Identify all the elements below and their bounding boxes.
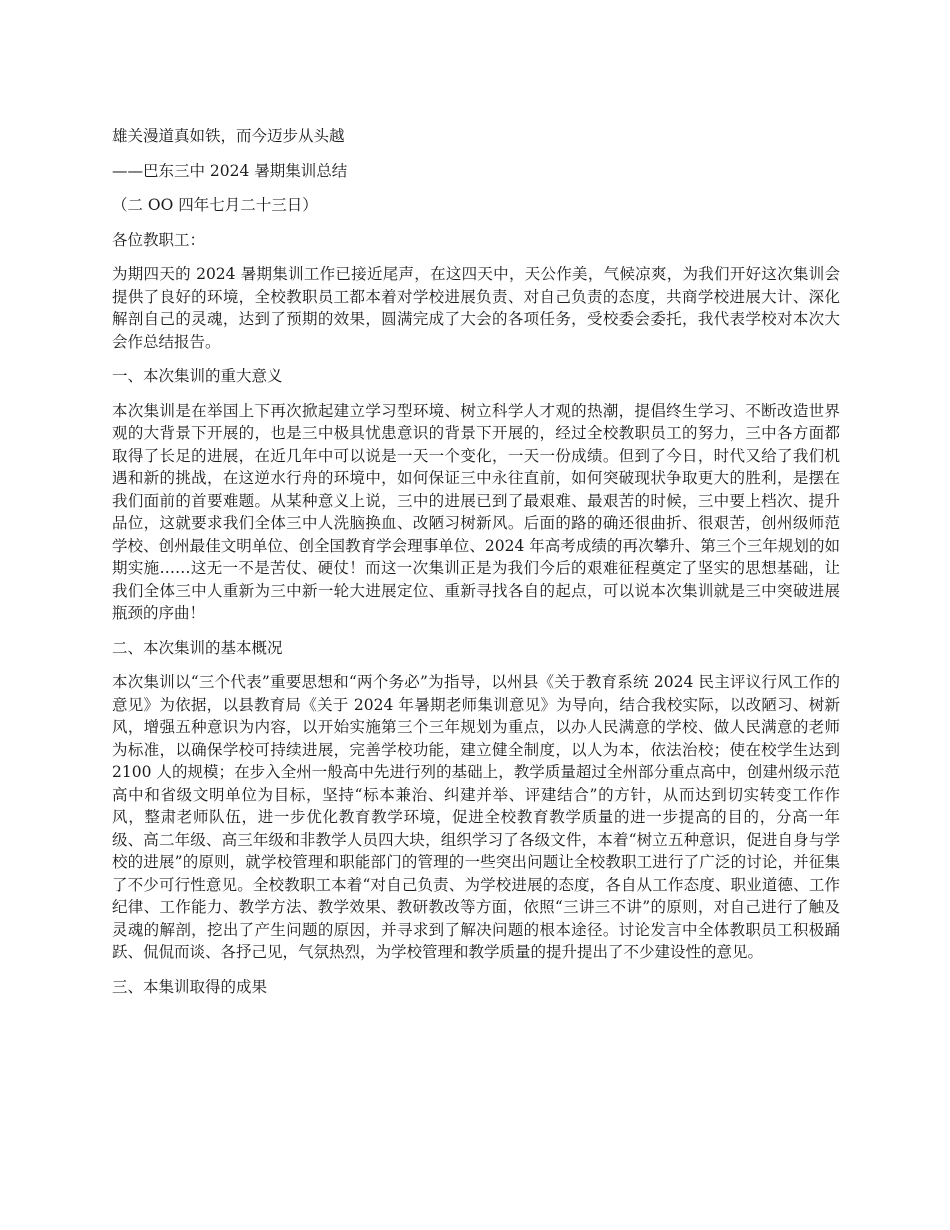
intro-paragraph: 为期四天的 2024 暑期集训工作已接近尾声，在这四天中，天公作美，气候凉爽，为我们开好这次集训会提供了良好的环境，全校教职员工都本着对学校进展负责、对自己负责的态度，共商学校进展大计、深化解剖自己的灵魂，达到了预期的效果，圆满完成了大会的各项任务，受校委会委托，我代表学校对本次大会作总结报告。 [112, 265, 840, 351]
section-heading-results: 三、本集训取得的成果 [112, 977, 268, 996]
document-subtitle: ——巴东三中 2024 暑期集训总结 [112, 161, 348, 180]
salutation: 各位教职工： [112, 230, 206, 249]
section-body-significance: 本次集训是在举国上下再次掀起建立学习型环境、树立科学人才观的热潮，提倡终生学习、不断改造世界观的大背景下开展的，也是三中极具忧患意识的背景下开展的，经过全校教职员工的努力，三中各方面都取得了长足的进展，在近几年中可以说是一天一个变化，一天一份成绩。但到了今日，时代又给了我们机遇和新的挑战，在这逆水行舟的环境中，如何保证三中永往直前，如何突破现状争取更大的胜利，是摆在我们面前的首要难题。从某种意义上说，三中的进展已到了最艰难、最艰苦的时候，三中要上档次、提升品位，这就要求我们全体三中人洗脑换血、改陋习树新风。后面的路的确还很曲折、很艰苦，创州级师范学校、创州最佳文明单位、创全国教育学会理事单位、2024 年高考成绩的再次攀升、第三个三年规划的如期实施……这无一不是苦仗、硬仗！而这一次集训正是为我们今后的艰难征程奠定了坚实的思想基础，让我们全体三中人重新为三中新一轮大进展定位、重新寻找各自的起点，可以说本次集训就是三中突破进展瓶颈的序曲！ [112, 401, 840, 622]
document-title: 雄关漫道真如铁，而今迈步从头越 [112, 127, 345, 145]
section-body-overview: 本次集训以“三个代表”重要思想和“两个务必”为指导，以州县《关于教育系统 2024 民主评议行风工作的意见》为依据，以县教育局《关于 2024 年暑期老师集训意见》为导向，结合我校实际，以改陋习、树新风，增强五种意识为内容，以开始实施第三个三年规划为重点，以办人民满意的学校、做人民满意的老师为标准，以确保学校可持续进展，完善学校功能，建立健全制度，以人为本，依法治校；使在校学生达到 2100 人的规模；在步入全州一般高中先进行列的基础上，教学质量超过全州部分重点高中，创建州级示范高中和省级文明单位为目标，坚持“标本兼治、纠建并举、评建结合”的方针，从而达到切实转变工作作风，整肃老师队伍，进一步优化教育教学环境，促进全校教育教学质量的进一步提高的目的，分高一年级、高二年级、高三年级和非教学人员四大块，组织学习了各级文件，本着“树立五种意识，促进自身与学校的进展”的原则，就学校管理和职能部门的管理的一些突出问题让全校教职工进行了广泛的讨论，并征集了不少可行性意见。全校教职工本着“对自己负责、为学校进展的态度，各自从工作态度、职业道德、工作纪律、工作能力、教学方法、教学效果、教研教改等方面，依照“三讲三不讲”的原则，对自己进行了触及灵魂的解剖，挖出了产生问题的原因，并寻求到了解决问题的根本途径。讨论发言中全体教职员工积极踊跃、侃侃而谈、各抒己见，气氛热烈，为学校管理和教学质量的提升提出了不少建设性的意见。 [112, 673, 840, 961]
section-heading-significance: 一、本次集训的重大意义 [112, 367, 283, 385]
document-date: （二 OO 四年七月二十三日） [112, 196, 318, 214]
section-heading-overview: 二、本次集训的基本概况 [112, 638, 283, 657]
document-page [112, 125, 840, 1010]
